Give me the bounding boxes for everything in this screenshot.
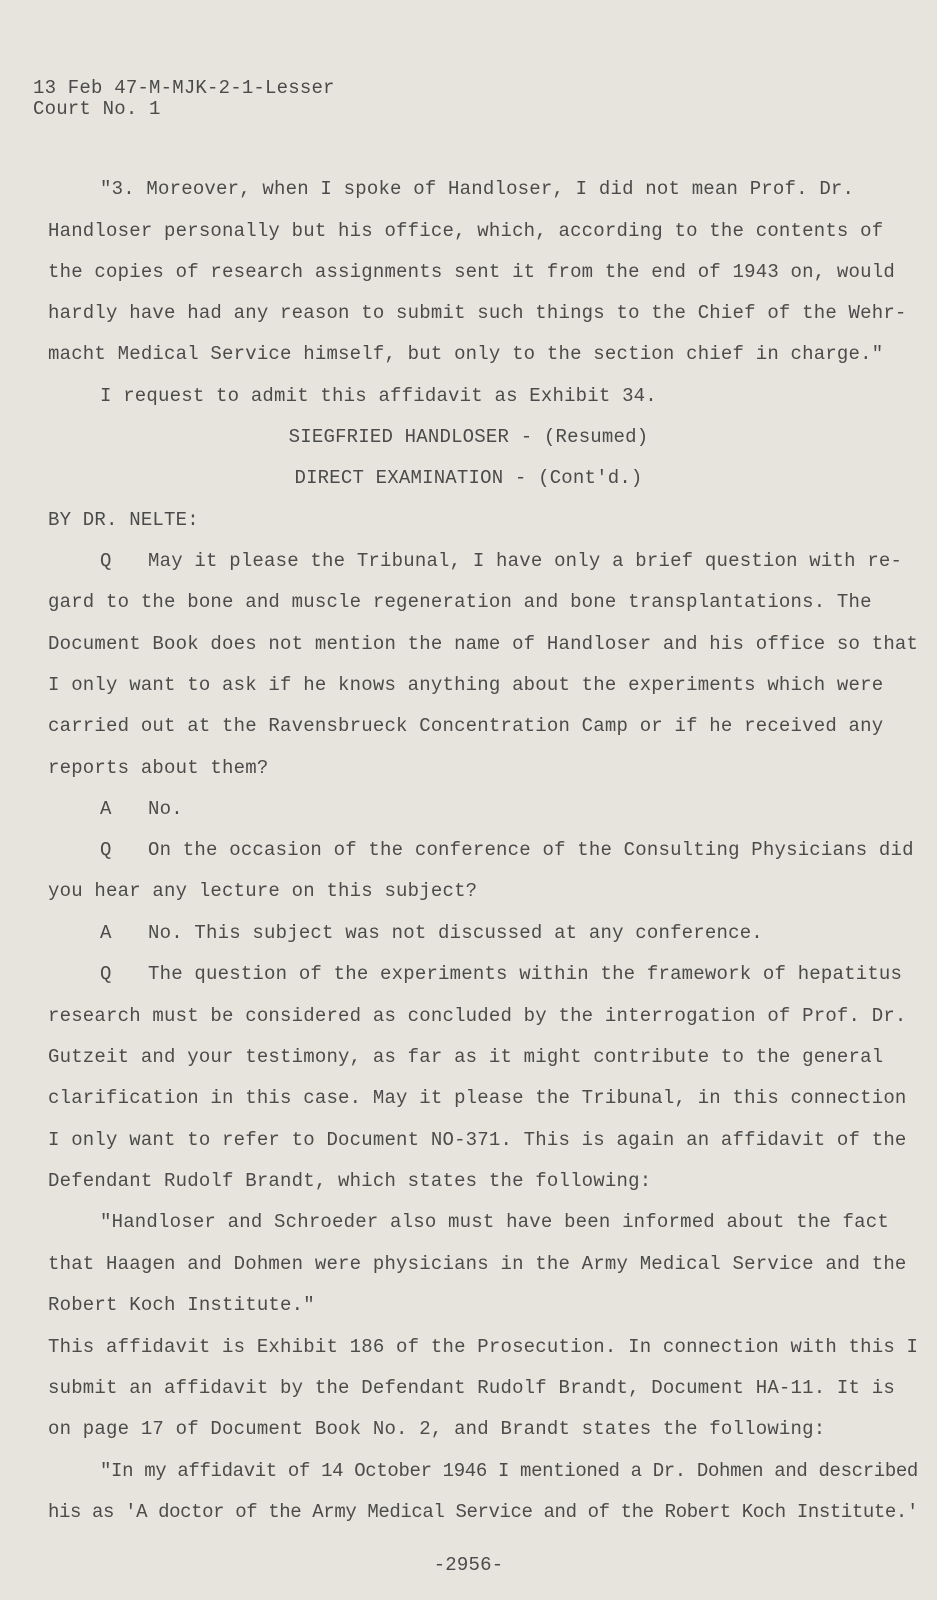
para1-line-2: Handloser personally but his office, which, according to the contents of bbox=[48, 220, 884, 242]
request-line: I request to admit this affidavit as Exhibit 34. bbox=[100, 385, 657, 407]
exam-heading: DIRECT EXAMINATION - (Cont'd.) bbox=[294, 467, 643, 489]
q3-label: Q bbox=[100, 963, 112, 985]
q2-label: Q bbox=[100, 839, 112, 861]
q1-label: Q bbox=[100, 550, 112, 572]
q1-line-6: reports about them? bbox=[48, 757, 269, 779]
q3-line-3: Gutzeit and your testimony, as far as it might contribute to the general bbox=[48, 1046, 884, 1068]
a2-text: No. This subject was not discussed at any conference. bbox=[148, 922, 763, 944]
para1-line-5: macht Medical Service himself, but only to the section chief in charge." bbox=[48, 343, 884, 365]
header-line-2: Court No. 1 bbox=[33, 98, 161, 120]
witness-heading: SIEGFRIED HANDLOSER - (Resumed) bbox=[288, 426, 649, 448]
q2-line-2: you hear any lecture on this subject? bbox=[48, 880, 478, 902]
after-quote-line-3: on page 17 of Document Book No. 2, and Brandt states the following: bbox=[48, 1418, 826, 1440]
a1-label: A bbox=[100, 798, 112, 820]
after-quote-line-1: This affidavit is Exhibit 186 of the Prosecution. In connection with this I bbox=[48, 1336, 919, 1358]
quote2-line-1: "In my affidavit of 14 October 1946 I mentioned a Dr. Dohmen and described bbox=[100, 1460, 918, 1482]
para1-line-1: "3. Moreover, when I spoke of Handloser, I did not mean Prof. Dr. bbox=[100, 178, 855, 200]
quote1-line-2: that Haagen and Dohmen were physicians in the Army Medical Service and the bbox=[48, 1253, 907, 1275]
q3-line-6: Defendant Rudolf Brandt, which states the following: bbox=[48, 1170, 652, 1192]
quote2-line-2: his as 'A doctor of the Army Medical Service and of the Robert Koch Institute.' bbox=[48, 1501, 918, 1523]
q1-line-4: I only want to ask if he knows anything about the experiments which were bbox=[48, 674, 884, 696]
by-line: BY DR. NELTE: bbox=[48, 509, 199, 531]
q3-line-4: clarification in this case. May it please the Tribunal, in this connection bbox=[48, 1087, 907, 1109]
para1-line-3: the copies of research assignments sent it from the end of 1943 on, would bbox=[48, 261, 895, 283]
q3-line-1: The question of the experiments within the framework of hepatitus bbox=[148, 963, 903, 985]
q1-line-3: Document Book does not mention the name of Handloser and his office so that bbox=[48, 633, 919, 655]
page-number: -2956- bbox=[433, 1554, 504, 1576]
quote1-line-1: "Handloser and Schroeder also must have been informed about the fact bbox=[100, 1211, 889, 1233]
header-line-1: 13 Feb 47-M-MJK-2-1-Lesser bbox=[33, 77, 335, 99]
a2-label: A bbox=[100, 922, 112, 944]
q1-line-2: gard to the bone and muscle regeneration and bone transplantations. The bbox=[48, 591, 872, 613]
q3-line-5: I only want to refer to Document NO-371. This is again an affidavit of the bbox=[48, 1129, 907, 1151]
q3-line-2: research must be considered as concluded by the interrogation of Prof. Dr. bbox=[48, 1005, 907, 1027]
q1-line-5: carried out at the Ravensbrueck Concentration Camp or if he received any bbox=[48, 715, 884, 737]
q1-line-1: May it please the Tribunal, I have only a brief question with re- bbox=[148, 550, 903, 572]
q2-line-1: On the occasion of the conference of the Consulting Physicians did bbox=[148, 839, 914, 861]
after-quote-line-2: submit an affidavit by the Defendant Rudolf Brandt, Document HA-11. It is bbox=[48, 1377, 895, 1399]
quote1-line-3: Robert Koch Institute." bbox=[48, 1294, 315, 1316]
a1-text: No. bbox=[148, 798, 183, 820]
para1-line-4: hardly have had any reason to submit such things to the Chief of the Wehr- bbox=[48, 302, 907, 324]
